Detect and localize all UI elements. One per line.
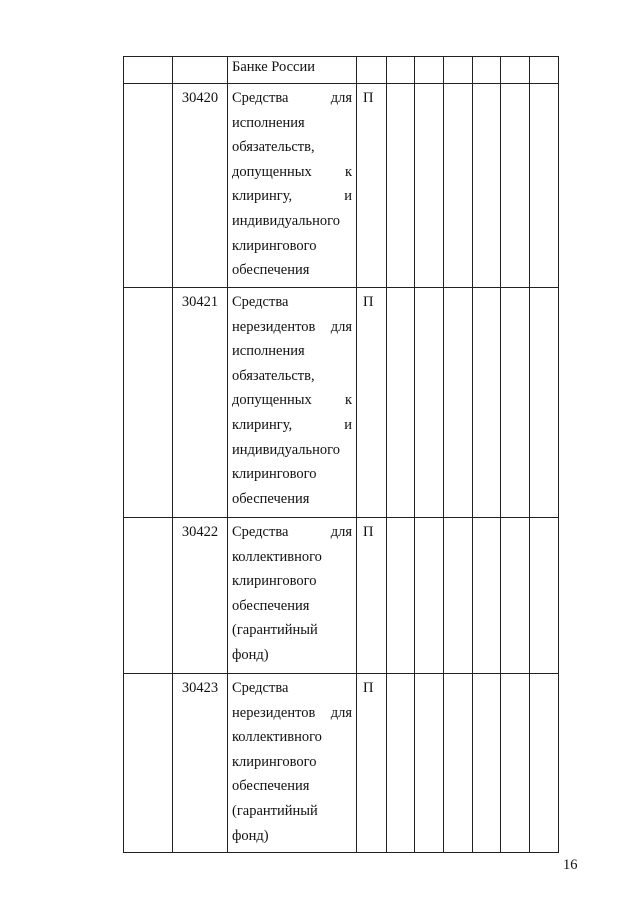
account-type-cell: П bbox=[357, 288, 387, 518]
empty-cell bbox=[444, 84, 473, 288]
empty-cell bbox=[124, 674, 173, 853]
empty-cell bbox=[473, 518, 501, 674]
empty-cell bbox=[173, 57, 228, 84]
description-line: исполнения bbox=[232, 114, 305, 131]
description-line: нерезидентов для bbox=[232, 318, 352, 335]
empty-cell bbox=[387, 674, 415, 853]
empty-cell bbox=[473, 674, 501, 853]
table-row bbox=[124, 84, 559, 288]
empty-cell bbox=[473, 288, 501, 518]
empty-cell bbox=[415, 518, 444, 674]
description-line: обеспечения bbox=[232, 778, 310, 795]
description-line: коллективного bbox=[232, 729, 322, 746]
description-line: Средства для bbox=[232, 524, 352, 540]
account-code-cell: 30423 bbox=[173, 674, 228, 853]
empty-cell bbox=[124, 518, 173, 674]
empty-cell bbox=[387, 84, 415, 288]
empty-cell bbox=[415, 288, 444, 518]
empty-cell bbox=[501, 84, 530, 288]
description-line: исполнения bbox=[232, 343, 305, 360]
description-line: обеспечения bbox=[232, 597, 310, 614]
description-line: Средства для bbox=[232, 90, 352, 106]
empty-cell bbox=[124, 84, 173, 288]
description-cell bbox=[228, 674, 357, 853]
description-cell bbox=[228, 57, 357, 84]
empty-cell bbox=[387, 518, 415, 674]
description-line: клирингового bbox=[232, 466, 317, 483]
empty-cell bbox=[415, 84, 444, 288]
description-line: фонд) bbox=[232, 827, 269, 844]
description-cell bbox=[228, 288, 357, 518]
empty-cell bbox=[124, 288, 173, 518]
empty-cell bbox=[444, 288, 473, 518]
description-line: обеспечения bbox=[232, 262, 310, 279]
empty-cell bbox=[501, 518, 530, 674]
description-line: коллективного bbox=[232, 548, 322, 565]
empty-cell bbox=[444, 57, 473, 84]
description-line: Средства bbox=[232, 680, 289, 696]
empty-cell bbox=[530, 288, 559, 518]
description-line: (гарантийный bbox=[232, 802, 318, 819]
table-row bbox=[124, 288, 559, 518]
description-line: нерезидентов для bbox=[232, 704, 352, 721]
description-cell bbox=[228, 518, 357, 674]
empty-cell bbox=[530, 84, 559, 288]
table-row-continuation bbox=[124, 57, 559, 84]
table-row bbox=[124, 674, 559, 853]
account-type-cell: П bbox=[357, 84, 387, 288]
empty-cell bbox=[444, 518, 473, 674]
account-code-cell: 30422 bbox=[173, 518, 228, 674]
description-line: фонд) bbox=[232, 646, 269, 663]
account-code-cell: 30421 bbox=[173, 288, 228, 518]
description-line: клирингового bbox=[232, 753, 317, 770]
description-line: обязательств, bbox=[232, 139, 315, 156]
account-type-cell: П bbox=[357, 518, 387, 674]
empty-cell bbox=[473, 84, 501, 288]
accounts-table bbox=[123, 56, 559, 853]
empty-cell bbox=[387, 57, 415, 84]
description-line: обязательств, bbox=[232, 367, 315, 384]
description-line: (гарантийный bbox=[232, 622, 318, 639]
description-line: допущенных к bbox=[232, 392, 352, 409]
empty-cell bbox=[530, 518, 559, 674]
empty-cell bbox=[444, 674, 473, 853]
account-code-cell: 30420 bbox=[173, 84, 228, 288]
table-row bbox=[124, 518, 559, 674]
description-line: клирингу, и bbox=[232, 416, 352, 433]
empty-cell bbox=[501, 57, 530, 84]
description-line: клирингового bbox=[232, 237, 317, 254]
empty-cell bbox=[501, 674, 530, 853]
empty-cell bbox=[124, 57, 173, 84]
empty-cell bbox=[415, 674, 444, 853]
description-line: клирингу, и bbox=[232, 188, 352, 205]
empty-cell bbox=[415, 57, 444, 84]
description-line: допущенных к bbox=[232, 163, 352, 180]
page-number: 16 bbox=[563, 857, 578, 873]
account-type-cell: П bbox=[357, 674, 387, 853]
empty-cell bbox=[357, 57, 387, 84]
empty-cell bbox=[387, 288, 415, 518]
description-line: клирингового bbox=[232, 573, 317, 590]
description-line: Средства bbox=[232, 294, 289, 310]
description-text: Банке России bbox=[232, 59, 315, 75]
description-line: обеспечения bbox=[232, 490, 310, 507]
description-line: индивидуального bbox=[232, 212, 340, 229]
empty-cell bbox=[501, 288, 530, 518]
description-line: индивидуального bbox=[232, 441, 340, 458]
description-cell bbox=[228, 84, 357, 288]
empty-cell bbox=[530, 57, 559, 84]
empty-cell bbox=[473, 57, 501, 84]
empty-cell bbox=[530, 674, 559, 853]
